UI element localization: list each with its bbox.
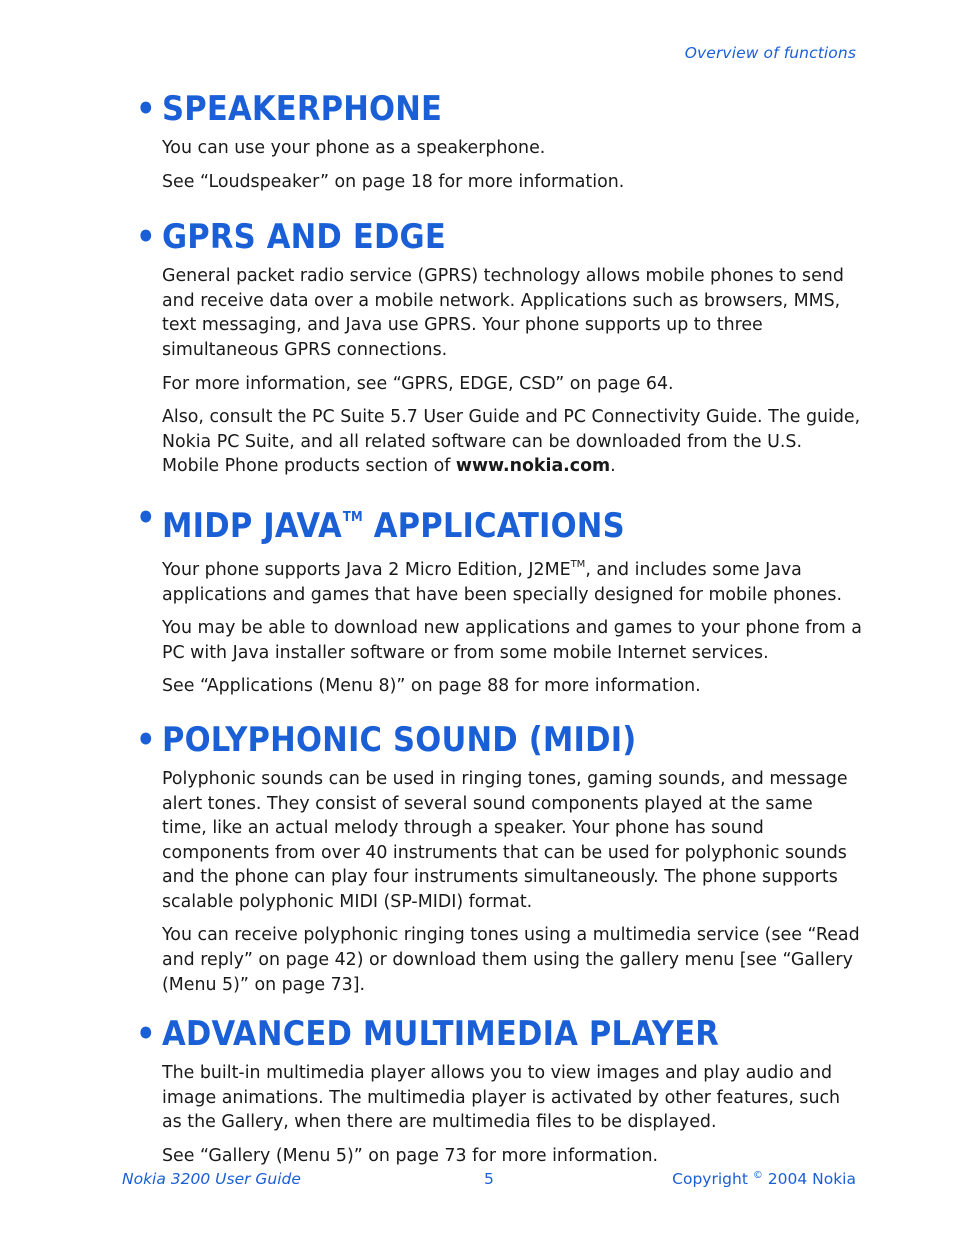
footer-guide-title: Nokia 3200 User Guide	[122, 1170, 301, 1188]
heading-multimedia-player: • ADVANCED MULTIMEDIA PLAYER	[0, 1011, 954, 1057]
running-header: Overview of functions	[684, 44, 856, 62]
heading-speakerphone: • SPEAKERPHONE	[0, 86, 954, 132]
paragraph: See “Gallery (Menu 5)” on page 73 for more information.	[162, 1146, 658, 1167]
heading-gprs-edge: • GPRS AND EDGE	[0, 214, 954, 260]
paragraph: You can use your phone as a speakerphone.	[162, 138, 546, 158]
bullet-icon: •	[136, 719, 156, 760]
paragraph: The built-in multimedia player allows you to view images and play audio and image animations. The multimedia player is activated by other features, such as the Gallery, when there are multimedia files to be displayed.	[162, 1063, 841, 1133]
footer-copyright: Copyright © 2004 Nokia	[672, 1170, 856, 1188]
bullet-icon: •	[136, 1014, 156, 1055]
nokia-website-link[interactable]: www.nokia.com	[455, 456, 611, 477]
trademark-mark: TM	[570, 558, 586, 570]
paragraph: Your phone supports Java 2 Micro Edition, J2ME™, and includes some Java applications and games that have been specially designed for mobile phones.	[162, 558, 842, 605]
page-content	[0, 86, 954, 1178]
paragraph: See “Applications (Menu 8)” on page 88 for more information.	[162, 676, 701, 697]
section-gprs-edge	[0, 214, 954, 479]
paragraph: You can receive polyphonic ringing tones using a multimedia service (see “Read and reply” on page 42) or download them using the gallery menu [see “Gallery (Menu 5)” on page 73].	[162, 925, 860, 995]
bullet-icon: •	[136, 217, 156, 258]
page-number: 5	[484, 1170, 494, 1188]
section-polyphonic-sound	[0, 717, 954, 997]
section-speakerphone	[0, 86, 954, 194]
copyright-icon: ©	[752, 1170, 763, 1181]
bullet-icon: •	[136, 89, 156, 129]
page-footer	[0, 1170, 954, 1192]
heading-midp-java: • MIDP JAVA™ APPLICATIONS	[0, 495, 954, 549]
trademark-mark: TM	[342, 509, 363, 525]
heading-polyphonic-sound: • POLYPHONIC SOUND (MIDI)	[0, 717, 954, 763]
paragraph: Also, consult the PC Suite 5.7 User Guide and PC Connectivity Guide. The guide, Nokia PC Suite, and all related software can be downloaded from the U.S. Mobile Phone products section of www.nokia.com.	[162, 407, 861, 477]
section-midp-java	[0, 495, 954, 699]
paragraph: Polyphonic sounds can be used in ringing tones, gaming sounds, and message alert tones. They consist of several sound components played at the same time, like an actual melody through a speaker. Your phone has sound components from over 40 instruments that can be used for polyphonic sounds and the phone can play four instruments simultaneously. The phone supports scalable polyphonic MIDI (SP-MIDI) format.	[162, 768, 848, 912]
paragraph: General packet radio service (GPRS) technology allows mobile phones to send and receive data over a mobile network. Applications such as browsers, MMS, text messaging, and Java use GPRS. Your phone supports up to three simultaneous GPRS connections.	[162, 266, 844, 360]
section-multimedia-player	[0, 1011, 954, 1168]
paragraph: You may be able to download new applications and games to your phone from a PC with Java installer software or from some mobile Internet services.	[162, 618, 862, 663]
bullet-icon: •	[136, 497, 156, 538]
paragraph: For more information, see “GPRS, EDGE, CSD” on page 64.	[162, 373, 674, 394]
paragraph: See “Loudspeaker” on page 18 for more information.	[162, 171, 625, 192]
